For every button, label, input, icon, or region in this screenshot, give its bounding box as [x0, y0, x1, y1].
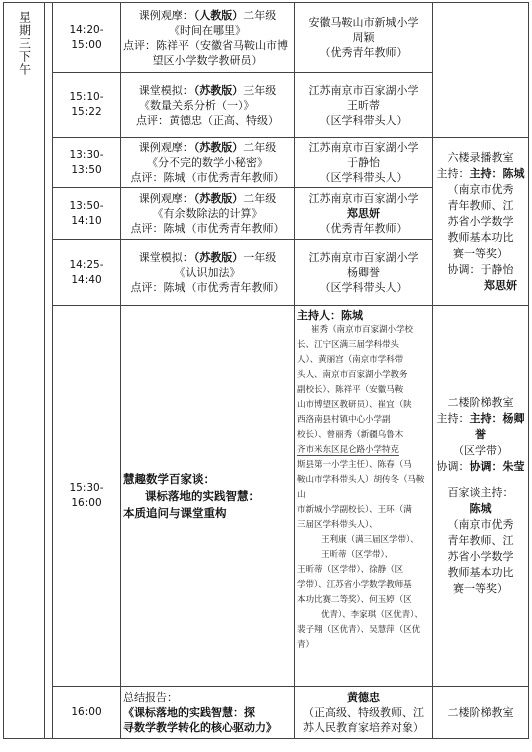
venue-coordinator-2: [435, 278, 526, 294]
summary-label: 总结报告：: [123, 691, 178, 704]
session-content: [121, 240, 295, 306]
forum-host: 主持人：陈城: [297, 309, 363, 322]
content-line: 课堂模拟：（苏教版）一年级: [138, 251, 277, 264]
lesson-title: 《认识加法》: [174, 266, 241, 279]
teacher-cell: [295, 73, 433, 138]
panel-line: 三届区学科带头人）、: [297, 520, 378, 530]
content-line: 课例观摩：（苏教版）二年级: [138, 141, 277, 154]
venue-host-name: 主持：杨卿誉: [469, 412, 525, 441]
venue-note: （南京市优秀: [447, 518, 514, 531]
forum-title: 慧趣数学百家谈：: [123, 471, 215, 486]
teacher-school: 江苏南京市百家湖小学: [308, 83, 419, 97]
panel-line: 鞍山市学科带头人）胡传冬（马鞍山: [297, 475, 425, 500]
teacher-school: 江苏南京市百家湖小学: [308, 251, 419, 264]
venue-note: 青年教师、江: [447, 534, 514, 547]
teacher-name: 于静怡: [347, 156, 380, 169]
teacher-school: 江苏南京市百家湖小学: [308, 141, 419, 154]
venue-note: （区学带）: [453, 444, 508, 457]
summary-teacher-name: 黄德忠: [347, 691, 380, 704]
venue-note: 苏省小学数学: [447, 550, 514, 563]
venue-note: 青年教师、江: [447, 198, 514, 212]
summary-content: [121, 687, 295, 739]
panel-line: 王利康（满三届区学带）、: [321, 535, 419, 545]
content-line: 课堂模拟：（苏教版）三年级: [138, 83, 277, 97]
session-time: 14:20-15:00: [53, 3, 121, 73]
summary-title: 《课标落地的实践智慧：探: [123, 706, 255, 719]
panel-list: [297, 323, 430, 653]
content-line: 课例观摩：（苏教版）二年级: [138, 192, 277, 205]
teacher-cell: [295, 188, 433, 240]
venue-note: 教师基本功比: [447, 230, 514, 244]
teacher-school: 江苏南京市百家湖小学: [308, 192, 419, 205]
venue-host: 主持：主持：杨卿誉: [436, 412, 525, 441]
panel-line: 崔秀（南京市百家湖小学校: [311, 325, 413, 335]
session-content: [121, 3, 295, 73]
session-content: [121, 188, 295, 240]
panel-highlight: 齐市米东区昆仑路小学特克: [297, 445, 399, 455]
teacher-name: 杨卿誉: [347, 266, 380, 279]
venue-room: 六楼录播教室: [447, 150, 514, 164]
teacher-title: （区学科带头人）: [319, 113, 408, 127]
forum-subtitle-2: 本质追问与课堂重构: [123, 505, 227, 520]
teacher-name: 王昕蒂: [347, 98, 380, 112]
panel-line: 校长）、曾丽秀（新疆乌鲁木: [297, 430, 404, 440]
coordinator-name: 郑思妍: [484, 278, 517, 292]
summary-time: 16:00: [53, 687, 121, 739]
panel-line: 头人、南京市百家湖小学教务: [297, 370, 408, 380]
session-time: 13:30-13:50: [53, 138, 121, 188]
summary-teacher: [295, 687, 433, 739]
teacher-title: （区学科带头人）: [319, 171, 408, 184]
forum-title-cell: [121, 306, 295, 687]
teacher-cell: [295, 240, 433, 306]
panel-line: 副校长）、陈祥平（安徽马鞍: [297, 385, 404, 395]
panel-line: 王昕蒂（区学带）、徐静（区: [297, 565, 404, 575]
forum-time: 15:30-16:00: [53, 306, 121, 687]
day-cell: [4, 3, 45, 739]
teacher-school: 安徽马鞍山市新城小学: [308, 16, 419, 29]
teacher-cell: [295, 3, 433, 73]
panel-line: [297, 443, 430, 458]
venue-room: 二楼阶梯教室: [447, 396, 514, 409]
panel-line: 山市博望区教研员）、崔宜（陕: [297, 400, 412, 410]
schedule-table: [3, 2, 529, 739]
lesson-title: 《分不完的数学小秘密》: [147, 156, 268, 169]
coordinator-name: 协调：朱莹: [469, 460, 525, 473]
forum-host-label: 百家谈主持：: [447, 486, 514, 499]
venue-note: 苏省小学数学: [447, 214, 514, 228]
panel-line: 王昕蒂（区学带）、: [321, 550, 394, 560]
venue-coordinator: 协调：协调：朱莹: [436, 460, 525, 473]
panel-line: 长、江宁区满三届学科带头: [297, 340, 399, 350]
venue-coordinator: [435, 262, 526, 278]
review-line: 点评：陈城（市优秀青年教师）: [130, 171, 285, 184]
venue-host: 主持：主持：陈城: [436, 166, 525, 180]
review-line: 望区小学数学教研员）: [152, 53, 263, 67]
panel-line: 人）、黄丽宫（南京市学科带: [297, 355, 404, 365]
review-line: 点评：黄德忠（正高、特级）: [136, 113, 279, 127]
teacher-name: 郑思妍: [347, 207, 380, 220]
panel-cell: [295, 306, 433, 687]
summary-teacher-title: （正高级、特级教师、江: [303, 706, 424, 719]
session-time: 13:50-14:10: [53, 188, 121, 240]
forum-subtitle: 课标落地的实践智慧：: [145, 488, 260, 503]
venue-cell: [433, 138, 529, 306]
summary-teacher-title-2: 苏人民教育家培养对象）: [303, 721, 424, 734]
venue-spacer: [435, 475, 526, 485]
teacher-title: （区学科带头人）: [319, 281, 408, 294]
lesson-title: 《有余数除法的计算》: [152, 207, 263, 220]
forum-venue-cell: [433, 306, 529, 687]
teacher-name: 周颖: [352, 31, 375, 44]
spacer-column: [45, 3, 53, 739]
lesson-title: 《数量关系分析（一）》: [139, 98, 255, 112]
venue-note: 赛一等奖）: [453, 582, 508, 595]
venue-note: （南京市优秀: [447, 182, 514, 196]
summary-venue: 二楼阶梯教室: [433, 687, 529, 739]
panel-line: 学带）、江苏省小学数学教师基: [297, 580, 412, 590]
panel-line: 优青）、李家琪（区优青）、: [321, 610, 423, 620]
summary-title-2: 寻数学教学转化的核心驱动力》: [123, 721, 277, 734]
review-line: 点评：陈城（市优秀青年教师）: [130, 281, 285, 294]
teacher-cell: [295, 138, 433, 188]
lesson-title: 《时间在哪里》: [169, 23, 246, 37]
forum-host-name: 陈城: [469, 502, 492, 515]
review-line: 点评：陈城（市优秀青年教师）: [130, 222, 285, 235]
venue-note: 赛一等奖）: [453, 246, 508, 260]
content-line: 课例观摩：（人教版）二年级: [138, 8, 277, 22]
panel-line: 西洛南县村镇中心小学副: [297, 415, 391, 425]
day-label: 星期三下午: [17, 11, 32, 76]
panel-line: 裴子翔（区优青）、吴慧萍（区优青）: [297, 625, 421, 650]
teacher-title: （优秀青年教师）: [319, 46, 408, 59]
session-content: [121, 73, 295, 138]
teacher-title: （优秀青年教师）: [319, 222, 408, 235]
session-time: 14:25-14:40: [53, 240, 121, 306]
panel-line: 本功比赛二等奖）、何玉婷（区: [297, 595, 412, 605]
venue-empty: [433, 3, 529, 138]
session-content: [121, 138, 295, 188]
venue-note: 教师基本功比: [447, 566, 514, 579]
panel-line: 斯县第一小学主任）、陈春（马: [297, 460, 412, 470]
session-time: 15:10-15:22: [53, 73, 121, 138]
coordinator-label: 协调：于静怡: [447, 262, 514, 276]
venue-host-name: 主持：陈城: [469, 166, 525, 180]
review-line: 点评：陈祥平（安徽省马鞍山市博: [123, 38, 288, 52]
panel-line: 市新城小学副校长）、王环（满: [297, 505, 412, 515]
edition-label: （人教版）: [193, 8, 244, 22]
